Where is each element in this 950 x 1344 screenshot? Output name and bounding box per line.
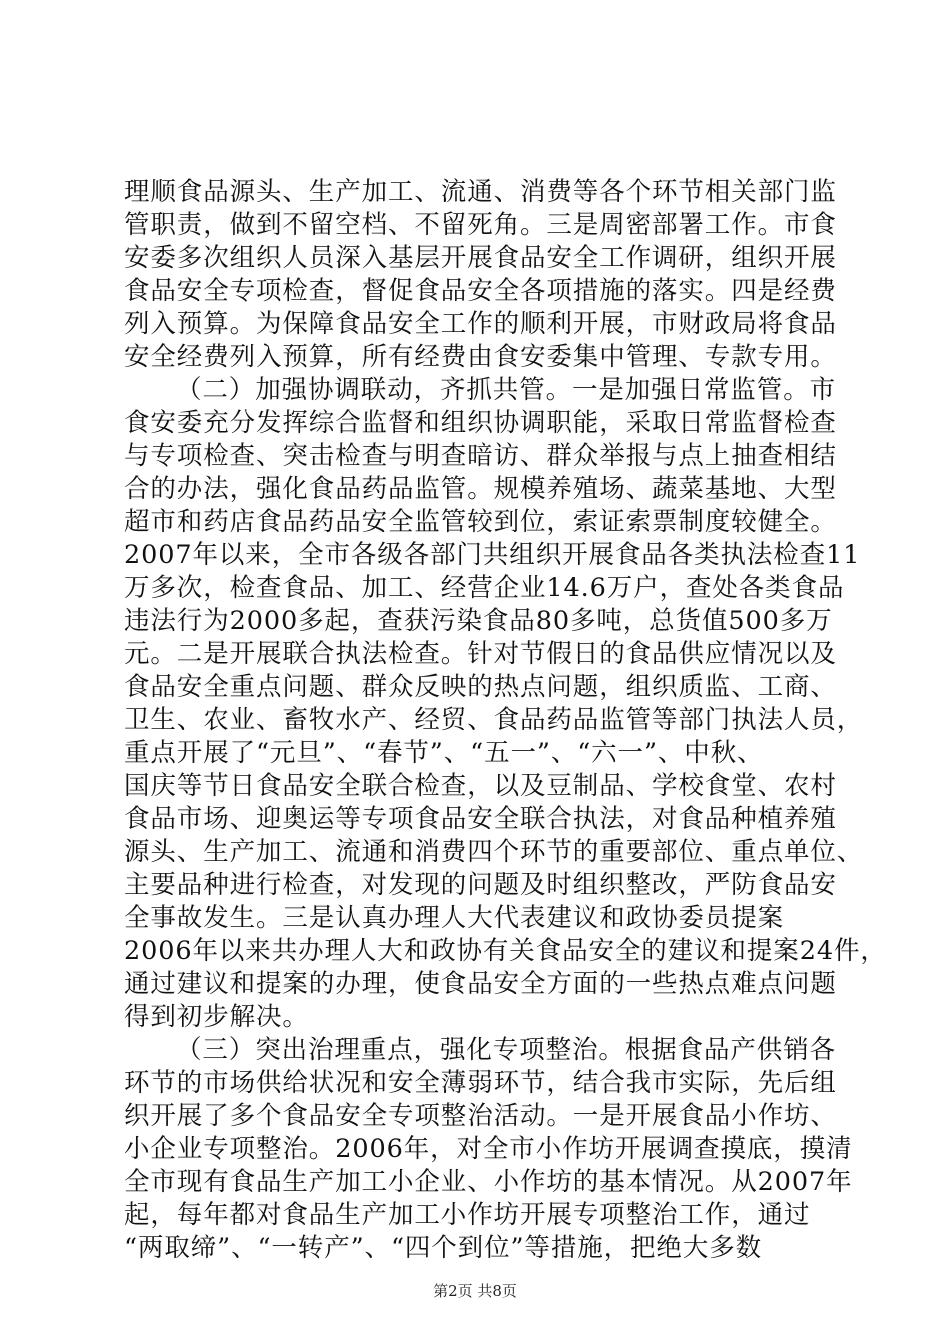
text-line: 2006年以来共办理人大和政协有关食品安全的建议和提案24件， <box>124 936 887 966</box>
text-line: 国庆等节日食品安全联合检查，以及豆制品、学校食堂、农村 <box>124 771 837 801</box>
text-line: 食品安全专项检查，督促食品安全各项措施的落实。四是经费 <box>124 276 837 306</box>
text-line: 安全经费列入预算，所有经费由食安委集中管理、专款专用。 <box>124 342 837 372</box>
text-line: 理顺食品源头、生产加工、流通、消费等各个环节相关部门监 <box>124 177 837 207</box>
text-line: 2007年以来，全市各级各部门共组织开展食品各类执法检查11 <box>124 540 861 570</box>
text-line: 食品市场、迎奥运等专项食品安全联合执法，对食品种植养殖 <box>124 804 837 834</box>
text-line: 通过建议和提案的办理，使食品安全方面的一些热点难点问题 <box>124 969 837 999</box>
section-heading-line: （二）加强协调联动，齐抓共管。一是加强日常监管。市 <box>176 375 837 405</box>
text-line: 违法行为2000多起，查获污染食品80多吨，总货值500多万 <box>124 606 833 636</box>
text-line: 列入预算。为保障食品安全工作的顺利开展，市财政局将食品 <box>124 309 837 339</box>
text-line: 安委多次组织人员深入基层开展食品安全工作调研，组织开展 <box>124 243 837 273</box>
text-line: 卫生、农业、畜牧水产、经贸、食品药品监管等部门执法人员， <box>124 705 864 735</box>
text-line: 与专项检查、突击检查与明查暗访、群众举报与点上抽查相结 <box>124 441 837 471</box>
text-line: 食安委充分发挥综合监督和组织协调职能，采取日常监督检查 <box>124 408 837 438</box>
text-line: 重点开展了“元旦”、“春节”、“五一”、“六一”、中秋、 <box>124 738 764 768</box>
text-line: 织开展了多个食品安全专项整治活动。一是开展食品小作坊、 <box>124 1101 837 1131</box>
text-line: 食品安全重点问题、群众反映的热点问题，组织质监、工商、 <box>124 672 837 702</box>
text-line: 全市现有食品生产加工小企业、小作坊的基本情况。从2007年 <box>124 1167 853 1197</box>
text-line: 起，每年都对食品生产加工小作坊开展专项整治工作，通过 <box>124 1200 811 1230</box>
text-line: 主要品种进行检查，对发现的问题及时组织整改，严防食品安 <box>124 870 837 900</box>
body-text <box>124 176 887 1265</box>
text-line: 元。二是开展联合执法检查。针对节假日的食品供应情况以及 <box>124 639 837 669</box>
text-line: 全事故发生。三是认真办理人大代表建议和政协委员提案 <box>124 903 785 933</box>
section-heading-line: （三）突出治理重点，强化专项整治。根据食品产供销各 <box>176 1035 837 1065</box>
text-line: 源头、生产加工、流通和消费四个环节的重要部位、重点单位、 <box>124 837 864 867</box>
text-line: 得到初步解决。 <box>124 1002 309 1032</box>
text-line: 合的办法，强化食品药品监管。规模养殖场、蔬菜基地、大型 <box>124 474 837 504</box>
text-line: 超市和药店食品药品安全监管较到位，索证索票制度较健全。 <box>124 507 837 537</box>
text-line: “两取缔”、“一转产”、“四个到位”等措施，把绝大多数 <box>124 1233 763 1263</box>
page-number-label: 第2页 共8页 <box>433 1282 517 1300</box>
text-line: 小企业专项整治。2006年，对全市小作坊开展调查摸底，摸清 <box>124 1134 853 1164</box>
page-footer <box>0 1280 950 1301</box>
text-line: 万多次，检查食品、加工、经营企业14.6万户，查处各类食品 <box>124 573 845 603</box>
text-line: 环节的市场供给状况和安全薄弱环节，结合我市实际，先后组 <box>124 1068 837 1098</box>
text-line: 管职责，做到不留空档、不留死角。三是周密部署工作。市食 <box>124 210 837 240</box>
